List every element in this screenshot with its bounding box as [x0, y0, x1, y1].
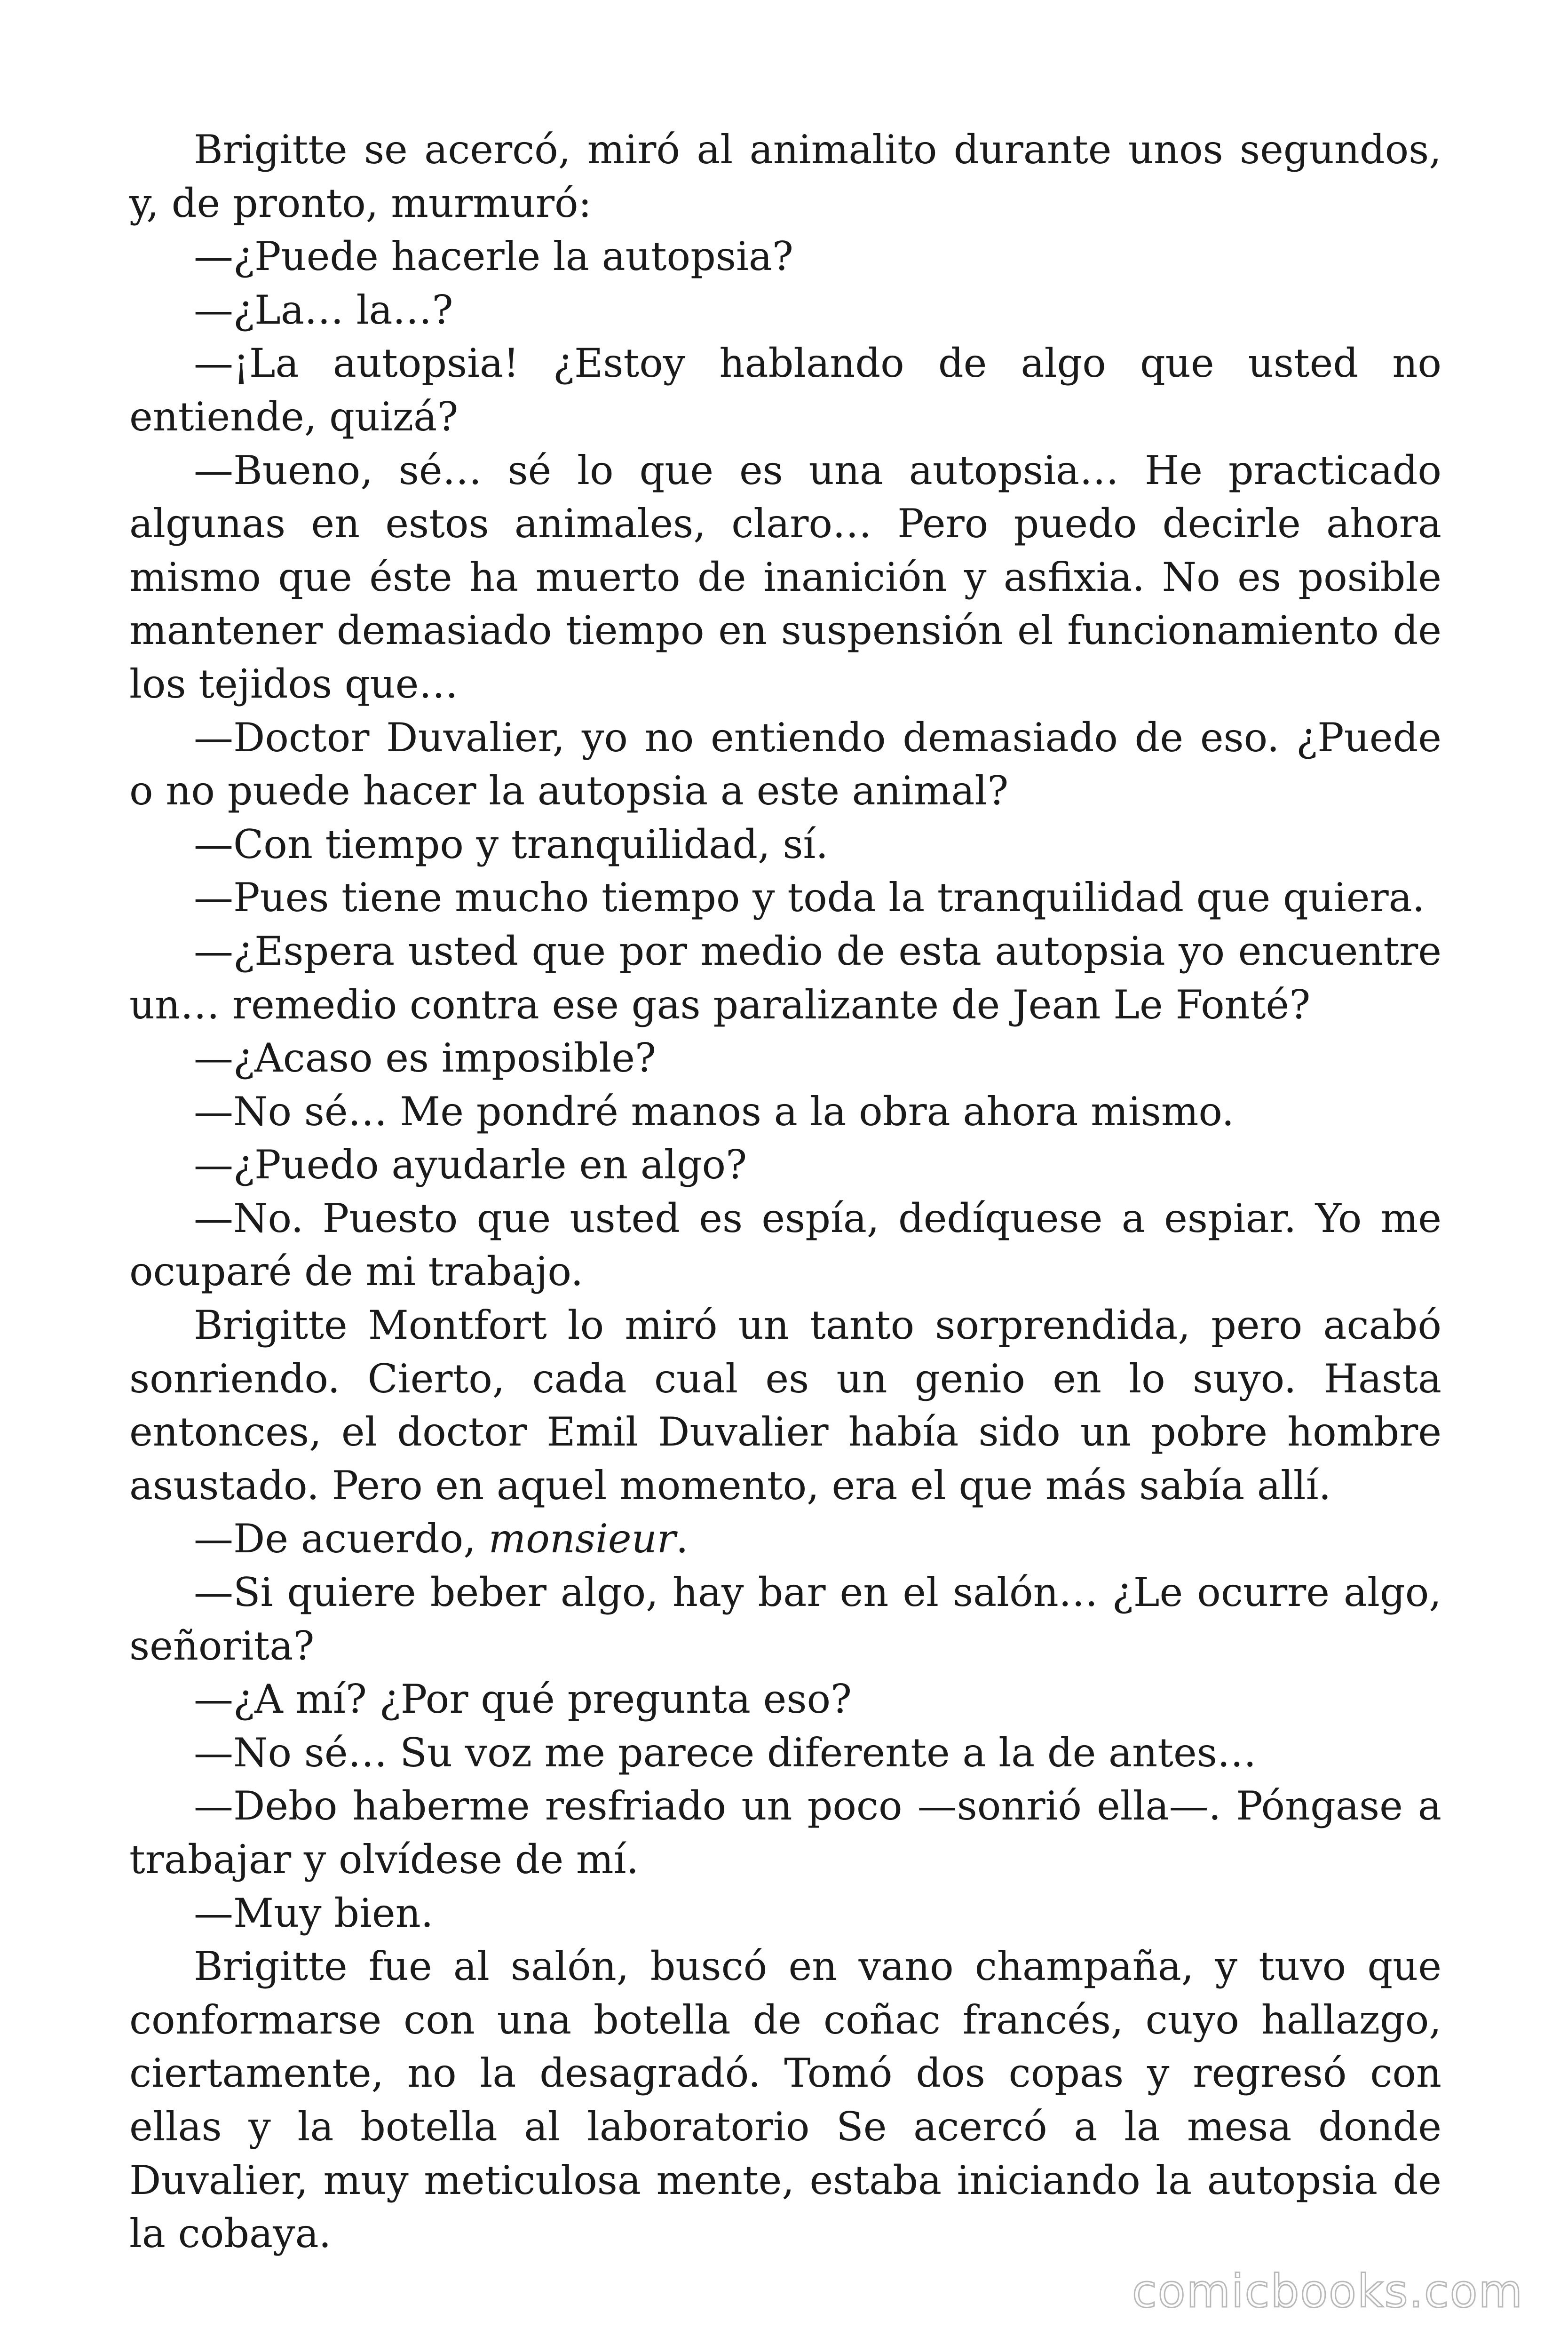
paragraph: —Bueno, sé… sé lo que es una autopsia… He practicado algunas en estos animales, claro… Pero puedo decirle ahora mismo que éste ha muerto de inanición y asfixia. No es posible mantener demasiado tiempo en suspensión el funcionamiento de los tejidos que… — [129, 447, 1441, 707]
paragraph: —¿A mí? ¿Por qué pregunta eso? — [194, 1676, 852, 1723]
paragraph: —Con tiempo y tranquilidad, sí. — [194, 821, 829, 867]
paragraph: —Si quiere beber algo, hay bar en el salón… ¿Le ocurre algo, señorita? — [129, 1569, 1441, 1669]
paragraph: —Pues tiene mucho tiempo y toda la tranquilidad que quiera. — [194, 874, 1425, 921]
book-page-text — [129, 123, 1441, 2261]
paragraph-monsieur — [129, 1512, 1441, 1566]
paragraph: —Doctor Duvalier, yo no entiendo demasiado de eso. ¿Puede o no puede hacer la autopsia a este animal? — [129, 714, 1441, 814]
paragraph: —¡La autopsia! ¿Estoy hablando de algo que usted no entiende, quizá? — [129, 340, 1441, 440]
paragraph: —¿Puede hacerle la autopsia? — [194, 233, 793, 280]
paragraph: —¿La… la…? — [194, 286, 453, 333]
monsieur-before: —De acuerdo, — [194, 1516, 489, 1562]
paragraph: —No. Puesto que usted es espía, dedíquese a espiar. Yo me ocuparé de mi trabajo. — [129, 1195, 1441, 1295]
monsieur-after: . — [675, 1516, 689, 1562]
watermark: comicbooks.com — [1132, 2265, 1523, 2318]
paragraph: —Muy bien. — [194, 1890, 434, 1936]
paragraph: —No sé… Me pondré manos a la obra ahora mismo. — [194, 1088, 1235, 1135]
paragraph: —¿Espera usted que por medio de esta autopsia yo encuentre un… remedio contra ese gas paralizante de Jean Le Fonté? — [129, 928, 1441, 1028]
paragraph: Brigitte se acercó, miró al animalito durante unos segundos, y, de pronto, murmuró: — [129, 127, 1441, 226]
paragraph: —¿Acaso es imposible? — [194, 1035, 656, 1081]
paragraph: —No sé… Su voz me parece diferente a la de antes… — [194, 1729, 1257, 1776]
monsieur-italic: monsieur — [488, 1516, 676, 1562]
paragraph: Brigitte Montfort lo miró un tanto sorprendida, pero acabó sonriendo. Cierto, cada cual es un genio en lo suyo. Hasta entonces, el doctor Emil Duvalier había sido un pobre hombre asustado. Pero en aquel momento, era el que más sabía allí. — [129, 1302, 1441, 1509]
paragraph: Brigitte fue al salón, buscó en vano champaña, y tuvo que conformarse con una botella de coñac francés, cuyo hallazgo, ciertamente, no la desagradó. Tomó dos copas y regresó con ellas y la botella al laboratorio Se acercó a la mesa donde Duvalier, muy meticulosa mente, estaba iniciando la autopsia de la cobaya. — [129, 1943, 1441, 2257]
paragraph: —Debo haberme resfriado un poco —sonrió ella—. Póngase a trabajar y olvídese de mí. — [129, 1783, 1441, 1883]
paragraph: —¿Puedo ayudarle en algo? — [194, 1142, 747, 1188]
